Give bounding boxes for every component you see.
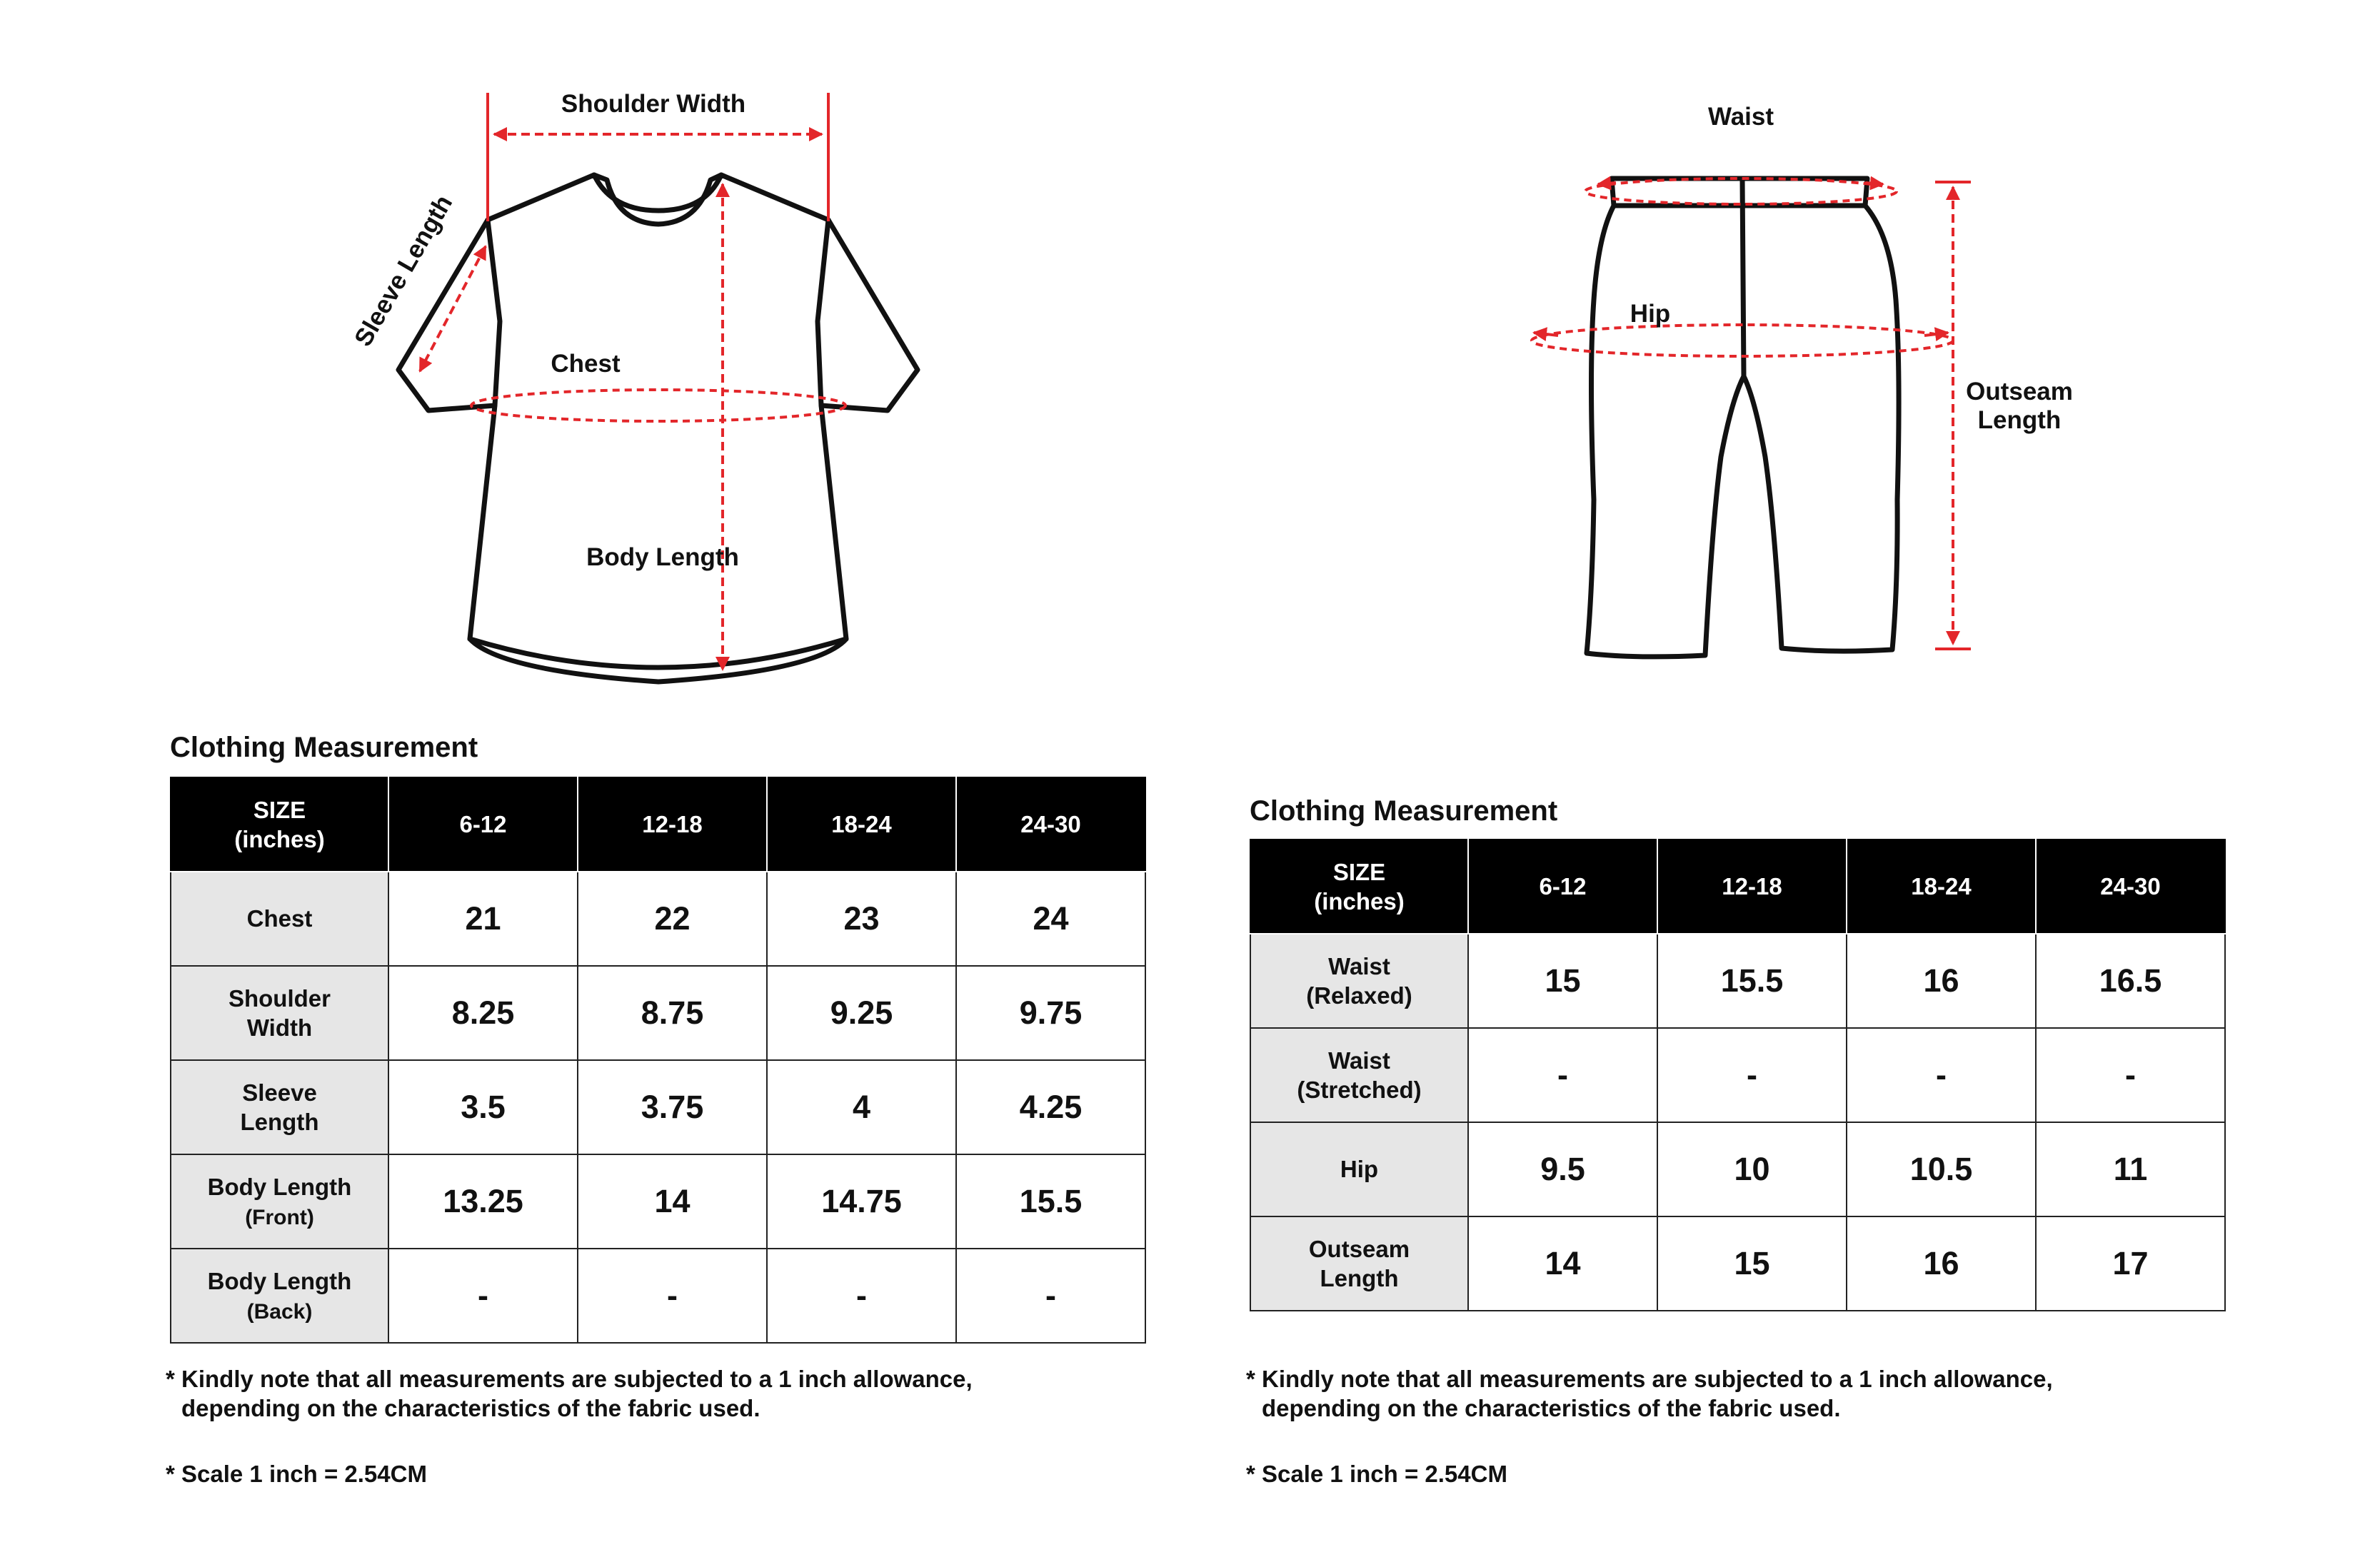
table-cell: -	[1847, 1028, 2036, 1122]
size-col-header: 6-12	[1468, 840, 1657, 934]
size-col-header: 12-18	[1657, 840, 1847, 934]
table-cell: 9.75	[956, 966, 1145, 1060]
table-cell: 15	[1657, 1216, 1847, 1311]
table-header-row	[171, 777, 1145, 872]
table-cell: 16	[1847, 1216, 2036, 1311]
waist-arrow-right	[1865, 183, 1883, 184]
pants-allowance-note: * Kindly note that all measurements are subjected to a 1 inch allowance, depending on the characteristics of the fabric used.	[1246, 1366, 2053, 1421]
table-row	[1250, 1216, 2225, 1311]
shirt-scale-note: * Scale 1 inch = 2.54CM	[166, 1461, 427, 1487]
shirt-allowance-note: * Kindly note that all measurements are subjected to a 1 inch allowance, depending on the characteristics of the fabric used.	[166, 1366, 973, 1421]
table-cell: 17	[2036, 1216, 2225, 1311]
table-cell: 15.5	[1657, 934, 1847, 1028]
pants-illustration	[1587, 178, 1899, 657]
table-header-row	[1250, 840, 2225, 934]
table-cell: 15	[1468, 934, 1657, 1028]
table-row	[1250, 1122, 2225, 1216]
table-cell: 22	[578, 872, 767, 966]
table-cell: 10.5	[1847, 1122, 2036, 1216]
size-header-cell: SIZE (inches)	[1250, 840, 1468, 934]
chest-ellipse	[471, 390, 845, 421]
table-cell: 14.75	[767, 1154, 956, 1249]
table-cell: 14	[1468, 1216, 1657, 1311]
table-row	[171, 1060, 1145, 1154]
table-row	[1250, 934, 2225, 1028]
outseam-label-line2: Length	[1977, 406, 2062, 434]
size-col-header: 24-30	[2036, 840, 2225, 934]
table-row	[171, 966, 1145, 1060]
table-row	[171, 1154, 1145, 1249]
table-cell: 24	[956, 872, 1145, 966]
table-row	[171, 1249, 1145, 1343]
table-cell: 3.75	[578, 1060, 767, 1154]
hip-label: Hip	[1630, 300, 1671, 328]
table-cell: -	[388, 1249, 578, 1343]
pants-measurement-table	[1250, 839, 2226, 1311]
row-label-body-length-front: Body Length (Front)	[171, 1154, 388, 1249]
row-label-waist-relaxed: Waist (Relaxed)	[1250, 934, 1468, 1028]
size-col-header: 6-12	[388, 777, 578, 872]
waist-arrow-left	[1598, 183, 1616, 184]
table-cell: 8.75	[578, 966, 767, 1060]
table-cell: 11	[2036, 1122, 2225, 1216]
row-label-waist-stretched: Waist (Stretched)	[1250, 1028, 1468, 1122]
pants-table-title: Clothing Measurement	[1250, 795, 1558, 827]
sleeve-length-arrow	[420, 246, 486, 371]
tshirt-illustration	[398, 175, 918, 682]
sleeve-length-label: Sleeve Length	[348, 190, 458, 351]
table-row	[1250, 1028, 2225, 1122]
table-cell: 9.5	[1468, 1122, 1657, 1216]
table-cell: -	[2036, 1028, 2225, 1122]
table-cell: -	[1468, 1028, 1657, 1122]
shirt-table-title: Clothing Measurement	[170, 732, 478, 763]
table-cell: 4.25	[956, 1060, 1145, 1154]
row-label-hip: Hip	[1250, 1122, 1468, 1216]
outseam-label-line1: Outseam	[1966, 378, 2073, 405]
table-cell: 14	[578, 1154, 767, 1249]
table-cell: 23	[767, 872, 956, 966]
table-cell: 21	[388, 872, 578, 966]
size-col-header: 24-30	[956, 777, 1145, 872]
table-cell: 4	[767, 1060, 956, 1154]
row-label-outseam-length: Outseam Length	[1250, 1216, 1468, 1311]
table-cell: 9.25	[767, 966, 956, 1060]
shirt-measurement-table	[170, 777, 1146, 1344]
table-cell: -	[578, 1249, 767, 1343]
table-cell: 15.5	[956, 1154, 1145, 1249]
row-label-sleeve-length: Sleeve Length	[171, 1060, 388, 1154]
table-cell: -	[1657, 1028, 1847, 1122]
table-cell: -	[956, 1249, 1145, 1343]
row-label-body-length-back: Body Length (Back)	[171, 1249, 388, 1343]
size-header-cell: SIZE (inches)	[171, 777, 388, 872]
shoulder-width-label: Shoulder Width	[561, 90, 746, 118]
shirt-measure-lines	[420, 93, 845, 670]
table-cell: 16	[1847, 934, 2036, 1028]
table-row	[171, 872, 1145, 966]
row-label-chest: Chest	[171, 872, 388, 966]
table-cell: 13.25	[388, 1154, 578, 1249]
table-cell: 3.5	[388, 1060, 578, 1154]
table-cell: 10	[1657, 1122, 1847, 1216]
body-length-label: Body Length	[586, 543, 739, 571]
table-cell: 16.5	[2036, 934, 2225, 1028]
size-col-header: 18-24	[1847, 840, 2036, 934]
size-col-header: 12-18	[578, 777, 767, 872]
size-col-header: 18-24	[767, 777, 956, 872]
row-label-shoulder-width: Shoulder Width	[171, 966, 388, 1060]
chest-label: Chest	[551, 350, 621, 378]
waist-label: Waist	[1707, 103, 1774, 131]
table-cell: -	[767, 1249, 956, 1343]
pants-scale-note: * Scale 1 inch = 2.54CM	[1246, 1461, 1507, 1487]
table-cell: 8.25	[388, 966, 578, 1060]
